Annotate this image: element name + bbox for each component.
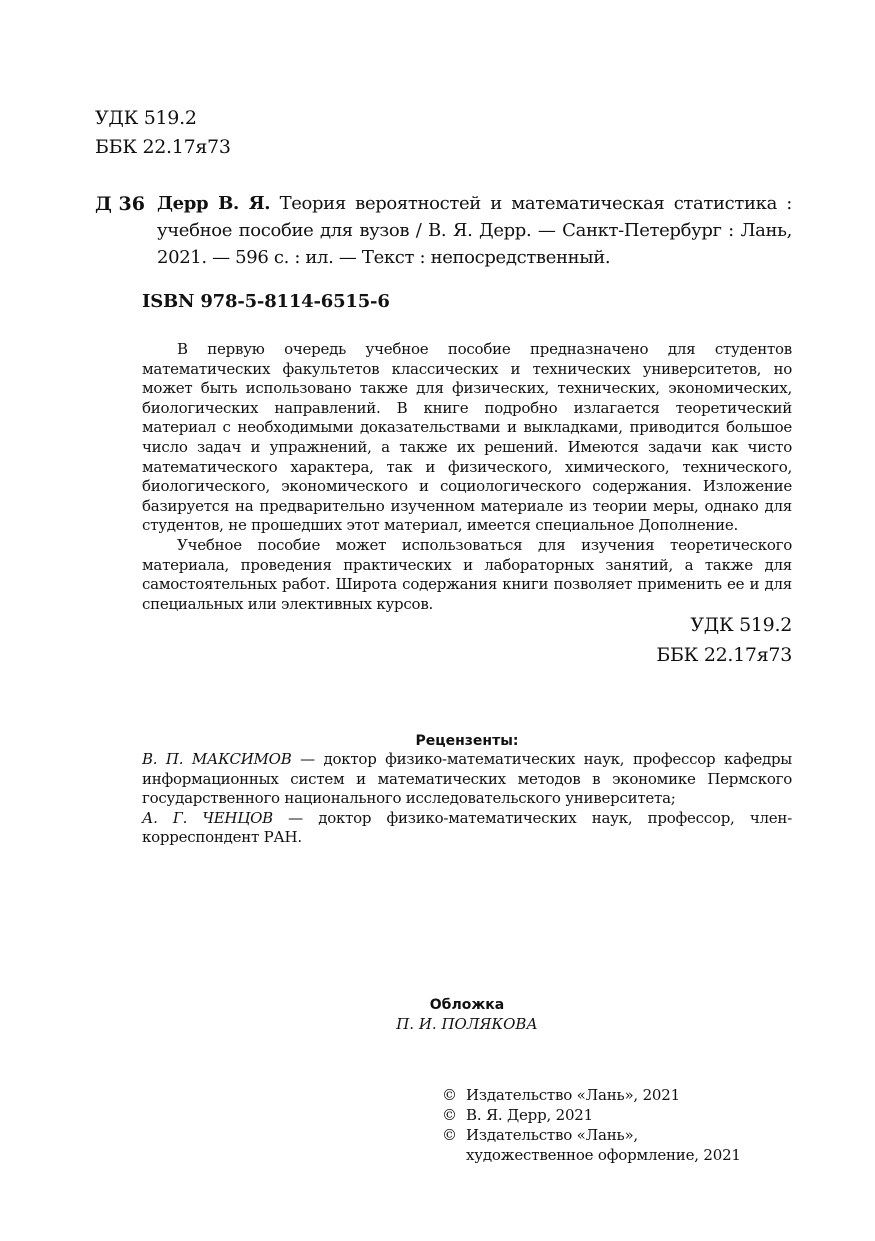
copyright-icon: © bbox=[442, 1106, 457, 1124]
copyright-line bbox=[442, 1125, 741, 1145]
bibliographic-entry bbox=[157, 190, 792, 271]
reviewer-item bbox=[142, 809, 792, 848]
reviewers-list bbox=[142, 750, 792, 848]
copyright-block bbox=[442, 1085, 741, 1165]
reviewer-name: А. Г. ЧЕНЦОВ bbox=[142, 808, 273, 827]
isbn: ISBN 978-5-8114-6515-6 bbox=[142, 291, 390, 312]
copyright-text: Издательство «Лань», bbox=[466, 1126, 639, 1144]
bib-line-3: 2021. — 596 с. : ил. — Текст : непосредственный. bbox=[157, 247, 611, 268]
reviewer-description: — доктор физико-математических наук, профессор, член-корреспондент РАН. bbox=[142, 808, 792, 847]
cover-designer: П. И. ПОЛЯКОВА bbox=[396, 1015, 538, 1033]
copyright-icon: © bbox=[442, 1126, 457, 1144]
author-mark: Д 36 bbox=[95, 193, 145, 215]
bib-line-2: учебное пособие для вузов / В. Я. Дерр. — Санкт-Петербург : Лань, bbox=[157, 220, 792, 241]
copyright-icon: © bbox=[442, 1086, 457, 1104]
copyright-text: В. Я. Дерр, 2021 bbox=[466, 1106, 593, 1124]
bbk-code: ББК 22.17я73 bbox=[656, 644, 792, 666]
reviewer-item bbox=[142, 750, 792, 809]
cover-credit bbox=[142, 996, 792, 1034]
annotation-paragraph: В первую очередь учебное пособие предназначено для студентов математических факультетов классических и технических университетов, но может быть использовано также для физических, технических, экономических, биологических направлений. В книге подробно излагается теоретический материал с необходимыми доказательствами и выкладками, приводится большое число задач и упражнений, а также их решений. Имеются задачи как чисто математического характера, так и физического, химического, технического, биологического, экономического и социологического содержания. Изложение базируется на предварительно изученном материале из теории меры, однако для студентов, не прошедших этот материал, имеется специальное Дополнение. bbox=[142, 340, 792, 535]
udk-code: УДК 519.2 bbox=[95, 107, 197, 129]
cover-title: Обложка bbox=[429, 997, 505, 1013]
reviewer-description: — доктор физико-математических наук, профессор кафедры информационных систем и математических методов в экономике Пермского государственного национального исследовательского университета; bbox=[142, 750, 792, 808]
annotation bbox=[142, 340, 792, 614]
reviewer-name: В. П. МАКСИМОВ bbox=[142, 750, 292, 768]
copyright-text: Издательство «Лань», 2021 bbox=[466, 1086, 680, 1104]
reviewers-title: Рецензенты: bbox=[415, 733, 519, 749]
copyright-line bbox=[442, 1105, 741, 1125]
classification-right bbox=[656, 610, 792, 670]
bib-line-1 bbox=[157, 190, 792, 217]
copyright-line bbox=[442, 1085, 741, 1105]
bbk-code: ББК 22.17я73 bbox=[95, 136, 231, 158]
copyright-text-continued: художественное оформление, 2021 bbox=[466, 1146, 741, 1164]
annotation-paragraph: Учебное пособие может использоваться для изучения теоретического материала, проведения практических и лабораторных занятий, а также для самостоятельных работ. Широта содержания книги позволяет применить ее и для специальных или элективных курсов. bbox=[142, 535, 792, 613]
classification-top bbox=[95, 104, 231, 162]
bib-title: Теория вероятностей и математическая статистика : bbox=[279, 193, 792, 214]
bib-author: Дерр В. Я. bbox=[157, 193, 271, 214]
udk-code: УДК 519.2 bbox=[690, 614, 792, 636]
